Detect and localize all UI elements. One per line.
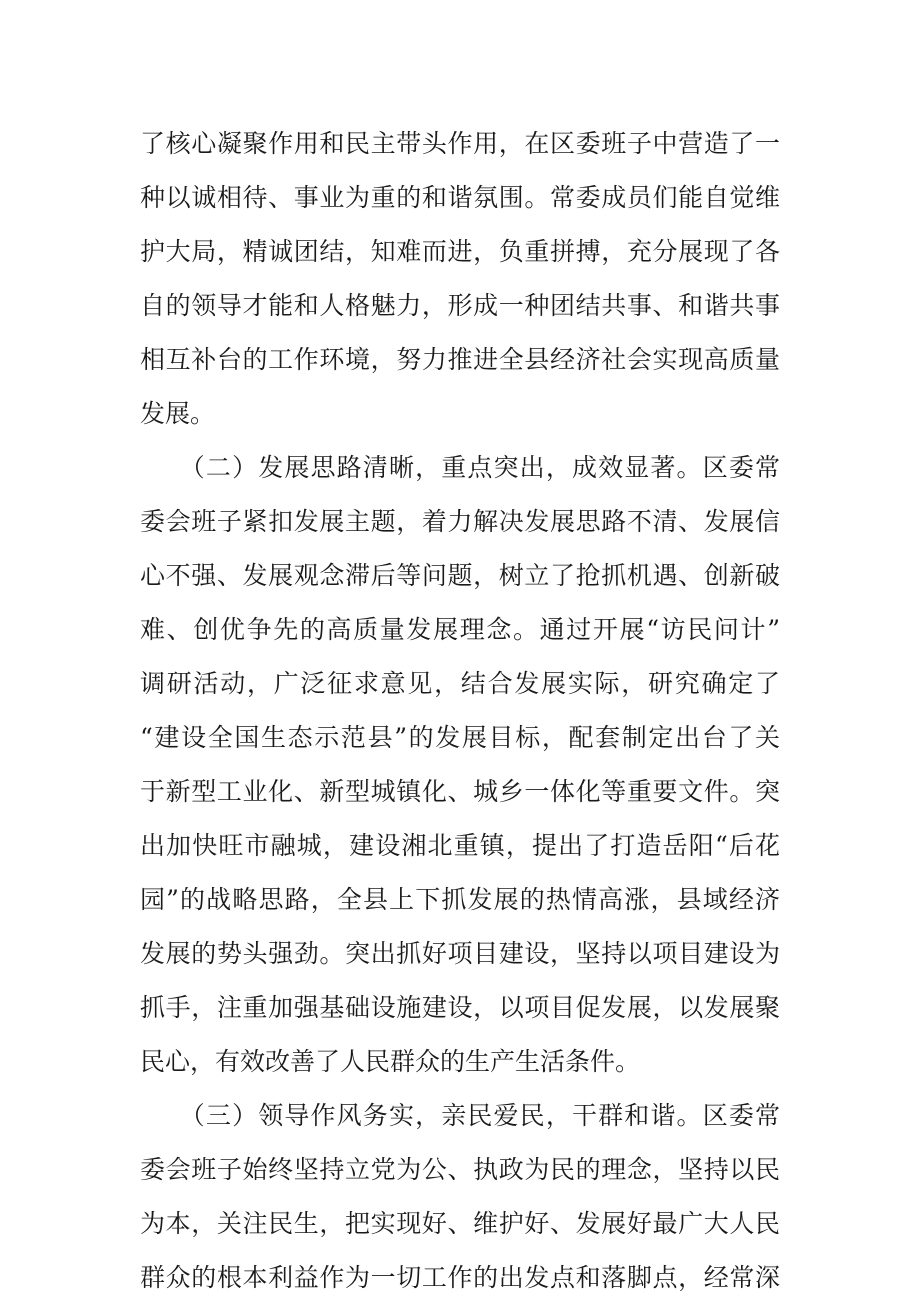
paragraph-1 [140,117,780,441]
text-line: 出加快旺市融城，建设湘北重镇，提出了打造岳阳“后花 [140,831,780,860]
text-line: 于新型工业化、新型城镇化、城乡一体化等重要文件。突 [140,777,780,806]
paragraph-2 [140,441,780,1089]
paragraph-3 [140,1089,780,1305]
text-line: 群众的根本利益作为一切工作的出发点和落脚点，经常深 [140,1263,780,1292]
text-line: 发展。 [140,399,216,428]
text-line: 了核心凝聚作用和民主带头作用，在区委班子中营造了一 [140,129,780,158]
text-line: 调研活动，广泛征求意见，结合发展实际，研究确定了 [140,669,780,698]
text-line: 发展的势头强劲。突出抓好项目建设，坚持以项目建设为 [140,939,780,968]
text-line: 心不强、发展观念滞后等问题，树立了抢抓机遇、创新破 [140,561,780,590]
text-line: （二）发展思路清晰，重点突出，成效显著。区委常 [140,453,780,482]
text-line: 自的领导才能和人格魅力，形成一种团结共事、和谐共事 [140,291,780,320]
document-body [140,117,780,1305]
text-line: 民心，有效改善了人民群众的生产生活条件。 [140,1047,641,1076]
text-line: 护大局，精诚团结，知难而进，负重拼搏，充分展现了各 [140,237,780,266]
text-line: 种以诚相待、事业为重的和谐氛围。常委成员们能自觉维 [140,183,780,212]
text-line: 抓手，注重加强基础设施建设，以项目促发展，以发展聚 [140,993,780,1022]
text-line: 委会班子紧扣发展主题，着力解决发展思路不清、发展信 [140,507,780,536]
text-line: 为本，关注民生，把实现好、维护好、发展好最广大人民 [140,1209,780,1238]
text-line: “建设全国生态示范县”的发展目标，配套制定出台了关 [140,723,780,752]
text-line: 难、创优争先的高质量发展理念。通过开展“访民问计” [140,615,780,644]
text-line: 园”的战略思路，全县上下抓发展的热情高涨，县域经济 [140,885,780,914]
text-line: 相互补台的工作环境，努力推进全县经济社会实现高质量 [140,345,780,374]
text-line: 委会班子始终坚持立党为公、执政为民的理念，坚持以民 [140,1155,780,1184]
text-line: （三）领导作风务实，亲民爱民，干群和谐。区委常 [140,1101,780,1130]
